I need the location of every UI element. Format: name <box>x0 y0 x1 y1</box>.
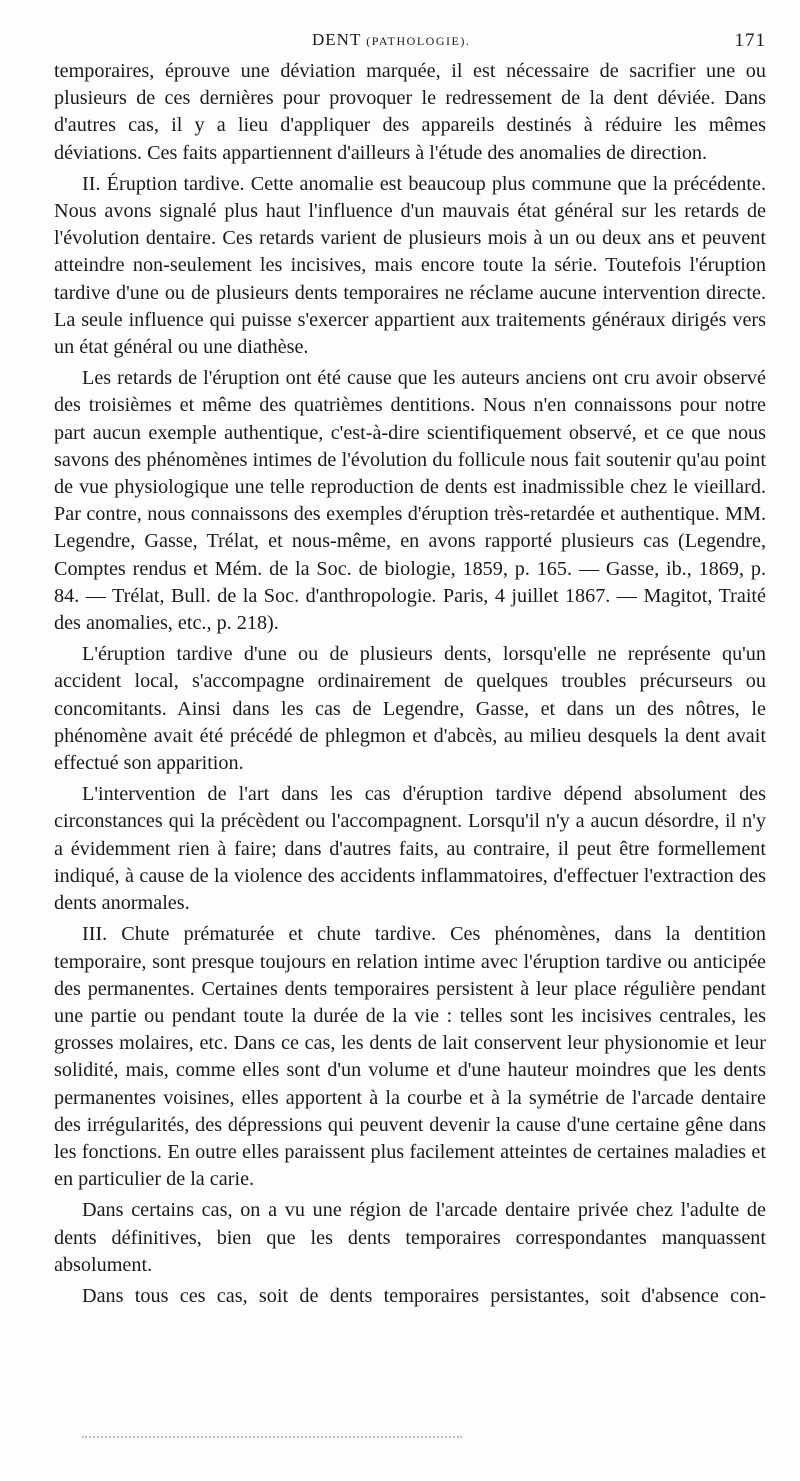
paragraph: L'intervention de l'art dans les cas d'éruption tardive dépend absolument des circonstances qui la précèdent ou l'accompagnent. Lorsqu'il n'y a aucun désordre, il n'y a évidemment rien à faire; dans d'autres faits, au contraire, il peut être formellement indiqué, à cause de la violence des accidents inflammatoires, d'effectuer l'extraction des dents anormales. <box>54 783 766 915</box>
book-page <box>54 28 766 1310</box>
paragraph: temporaires, éprouve une déviation marquée, il est nécessaire de sacrifier une ou plusieurs de ces dernières pour provoquer le redressement de la dent déviée. Dans d'autres cas, il y a lieu d'appliquer des appareils destinés à réduire les mêmes déviations. Ces faits appartiennent d'ailleurs à l'étude des anomalies de direction. <box>54 60 766 164</box>
paragraph: L'éruption tardive d'une ou de plusieurs dents, lorsqu'elle ne représente qu'un accident local, s'accompagne ordinairement de quelques troubles précurseurs ou concomitants. Ainsi dans les cas de Legendre, Gasse, et dans un des nôtres, le phénomène avait été précédé de phlegmon et d'abcès, au milieu desquels la dent avait effectué son apparition. <box>54 643 766 775</box>
page-number: 171 <box>734 30 766 51</box>
running-title-sub: (PATHOLOGIE). <box>366 34 471 48</box>
body-text <box>54 58 766 1310</box>
paragraph: III. Chute prématurée et chute tardive. Ces phénomènes, dans la dentition temporaire, sont presque toujours en relation intime avec l'éruption tardive ou anticipée des permanentes. Certaines dents temporaires persistent à leur place régulière pendant une partie ou pendant toute la durée de la vie : telles sont les incisives centrales, les grosses molaires, etc. Dans ce cas, les dents de lait conservent leur physionomie et leur solidité, mais, comme elles sont d'un volume et d'une hauteur moindres que les dents permanentes voisines, elles apportent à la courbe et à la symétrie de l'arcade dentaire des irrégularités, des dépressions qui peuvent devenir la cause d'une certaine gêne dans les fonctions. En outre elles paraissent plus facilement atteintes de certaines maladies et en particulier de la carie. <box>54 923 766 1191</box>
print-noise-divider <box>82 1436 462 1438</box>
paragraph: Dans certains cas, on a vu une région de l'arcade dentaire privée chez l'adulte de dents définitives, bien que les dents temporaires correspondantes manquassent absolument. <box>54 1199 766 1276</box>
running-title <box>312 30 470 50</box>
paragraph: Dans tous ces cas, soit de dents temporaires persistantes, soit d'absence con- <box>82 1284 766 1307</box>
running-header <box>54 28 766 58</box>
paragraph: Les retards de l'éruption ont été cause que les auteurs anciens ont cru avoir observé des troisièmes et même des quatrièmes dentitions. Nous n'en connaissons pour notre part aucun exemple authentique, c'est-à-dire scientifiquement observé, et ce que nous savons des phénomènes intimes de l'évolution du follicule nous fait soutenir qu'au point de vue physiologique une telle reproduction de dents est inadmissible chez le vieillard. Par contre, nous connaissons des exemples d'éruption très-retardée et authentique. MM. Legendre, Gasse, Trélat, et nous-même, en avons rapporté plusieurs cas (Legendre, Comptes rendus et Mém. de la Soc. de biologie, 1859, p. 165. — Gasse, ib., 1869, p. 84. — Trélat, Bull. de la Soc. d'anthropologie. Paris, 4 juillet 1867. — Magitot, Traité des anomalies, etc., p. 218). <box>54 367 766 635</box>
running-title-main: DENT <box>312 30 362 49</box>
paragraph: II. Éruption tardive. Cette anomalie est beaucoup plus commune que la précédente. Nous avons signalé plus haut l'influence d'un mauvais état général sur les retards de l'évolution dentaire. Ces retards varient de plusieurs mois à un ou deux ans et peuvent atteindre non-seulement les incisives, mais encore toute la série. Toutefois l'éruption tardive d'une ou de plusieurs dents temporaires ne réclame aucune intervention directe. La seule influence qui puisse s'exercer appartient aux traitements généraux dirigés vers un état général ou une diathèse. <box>54 172 766 359</box>
